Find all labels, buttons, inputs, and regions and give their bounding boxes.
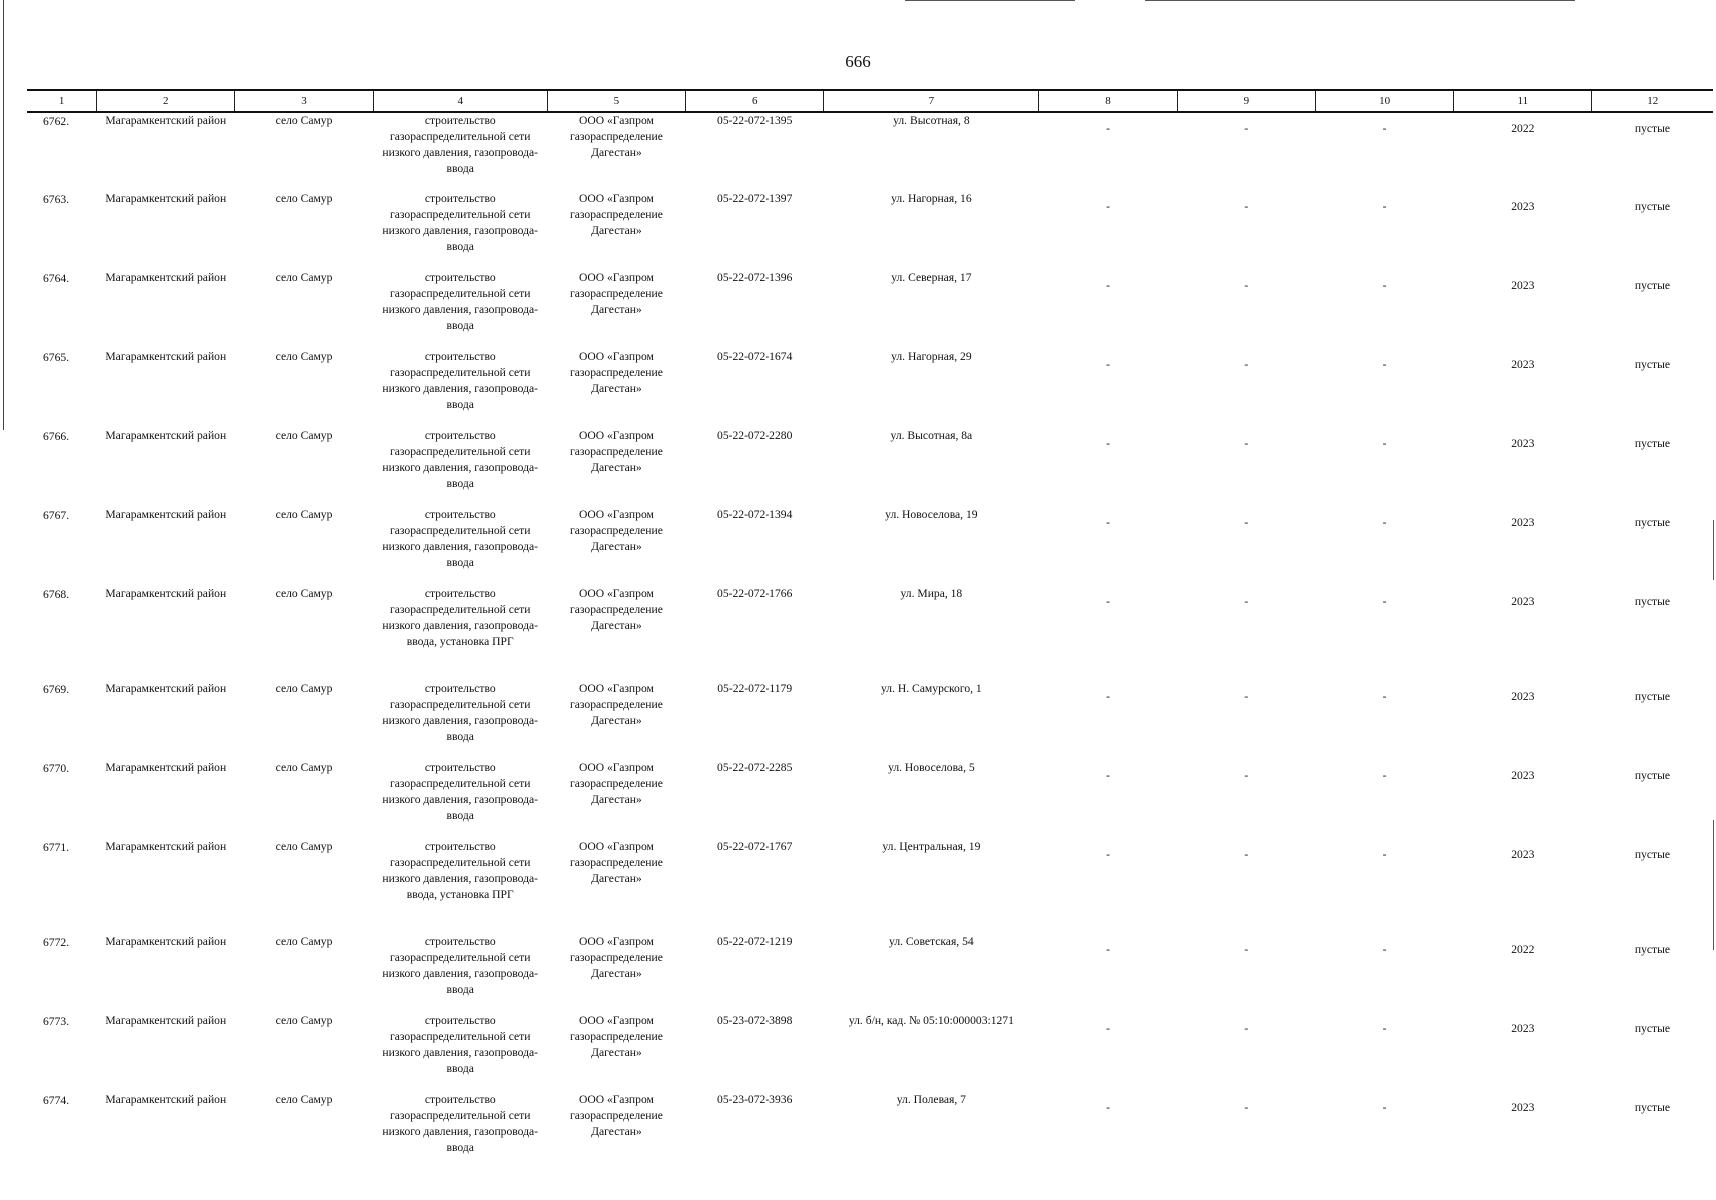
work-type-cell: строительство газораспределительной сети низкого давления, газопровода-ввода — [382, 1014, 539, 1075]
column-10-cell: - — [1382, 358, 1387, 371]
address-cell: ул. б/н, кад. № 05:10:000003:1271 — [848, 1014, 1014, 1027]
column-header-3: 3 — [235, 90, 373, 112]
table-row — [27, 428, 1713, 507]
district-cell: Магарамкентский район — [105, 587, 227, 600]
row-number: 6762. — [43, 115, 70, 128]
settlement-cell: село Самур — [275, 935, 333, 948]
status-cell: пустые — [1634, 200, 1671, 213]
status-cell: пустые — [1634, 769, 1671, 782]
status-cell: пустые — [1634, 848, 1671, 861]
settlement-cell: село Самур — [275, 350, 333, 363]
row-number: 6771. — [43, 841, 70, 854]
address-cell: ул. Новоселова, 5 — [888, 761, 975, 774]
code-cell: 05-22-072-1179 — [717, 682, 793, 695]
code-cell: 05-22-072-1219 — [717, 935, 793, 948]
organization-cell: ООО «Газпром газораспределение Дагестан» — [570, 682, 663, 727]
column-8-cell: - — [1106, 279, 1110, 292]
row-number: 6764. — [43, 272, 70, 285]
table-row — [27, 507, 1713, 586]
address-cell: ул. Высотная, 8а — [890, 429, 973, 442]
status-cell: пустые — [1634, 516, 1671, 529]
address-cell: ул. Центральная, 19 — [882, 840, 981, 853]
code-cell: 05-23-072-3936 — [717, 1093, 793, 1106]
district-cell: Магарамкентский район — [105, 1014, 227, 1027]
address-cell: ул. Нагорная, 29 — [891, 350, 972, 363]
year-cell: 2023 — [1511, 200, 1535, 213]
table-row — [27, 1013, 1713, 1092]
column-9-cell: - — [1244, 358, 1249, 371]
district-cell: Магарамкентский район — [105, 271, 227, 284]
column-header-12: 12 — [1592, 90, 1713, 112]
column-10-cell: - — [1382, 516, 1387, 529]
column-9-cell: - — [1244, 848, 1249, 861]
district-cell: Магарамкентский район — [105, 350, 227, 363]
column-10-cell: - — [1382, 1022, 1387, 1035]
district-cell: Магарамкентский район — [105, 429, 227, 442]
status-cell: пустые — [1634, 595, 1671, 608]
district-cell: Магарамкентский район — [105, 192, 227, 205]
work-type-cell: строительство газораспределительной сети низкого давления, газопровода-ввода — [382, 429, 539, 490]
row-number: 6769. — [43, 683, 70, 696]
column-9-cell: - — [1244, 437, 1249, 450]
year-cell: 2023 — [1511, 690, 1535, 703]
address-cell: ул. Новоселова, 19 — [885, 508, 978, 521]
column-10-cell: - — [1382, 690, 1387, 703]
status-cell: пустые — [1634, 358, 1671, 371]
organization-cell: ООО «Газпром газораспределение Дагестан» — [570, 271, 663, 316]
work-type-cell: строительство газораспределительной сети низкого давления, газопровода-ввода — [382, 350, 539, 411]
year-cell: 2023 — [1511, 437, 1535, 450]
district-cell: Магарамкентский район — [105, 682, 227, 695]
work-type-cell: строительство газораспределительной сети низкого давления, газопровода-ввода, установка ПРГ — [382, 587, 539, 648]
scan-right-mark — [1713, 820, 1714, 950]
row-number: 6765. — [43, 351, 70, 364]
header-row — [27, 90, 1713, 112]
district-cell: Магарамкентский район — [105, 840, 227, 853]
organization-cell: ООО «Газпром газораспределение Дагестан» — [570, 1093, 663, 1138]
code-cell: 05-22-072-1767 — [717, 840, 793, 853]
column-9-cell: - — [1244, 943, 1249, 956]
settlement-cell: село Самур — [275, 271, 333, 284]
page-number: 666 — [845, 52, 871, 71]
settlement-cell: село Самур — [275, 192, 333, 205]
column-8-cell: - — [1106, 516, 1110, 529]
column-10-cell: - — [1382, 437, 1387, 450]
organization-cell: ООО «Газпром газораспределение Дагестан» — [570, 192, 663, 237]
column-header-8: 8 — [1039, 90, 1177, 112]
code-cell: 05-22-072-1766 — [717, 587, 793, 600]
column-8-cell: - — [1106, 769, 1110, 782]
column-header-4: 4 — [373, 90, 547, 112]
work-type-cell: строительство газораспределительной сети низкого давления, газопровода-ввода — [382, 761, 539, 822]
column-9-cell: - — [1244, 690, 1249, 703]
year-cell: 2023 — [1511, 279, 1535, 292]
work-type-cell: строительство газораспределительной сети низкого давления, газопровода-ввода — [382, 114, 539, 175]
column-9-cell: - — [1244, 595, 1249, 608]
column-header-2: 2 — [97, 90, 235, 112]
settlement-cell: село Самур — [275, 840, 333, 853]
district-cell: Магарамкентский район — [105, 114, 227, 127]
table-row — [27, 1092, 1713, 1171]
work-type-cell: строительство газораспределительной сети низкого давления, газопровода-ввода — [382, 271, 539, 332]
code-cell: 05-22-072-1396 — [717, 271, 793, 284]
settlement-cell: село Самур — [275, 761, 333, 774]
column-10-cell: - — [1382, 848, 1387, 861]
column-10-cell: - — [1382, 279, 1387, 292]
work-type-cell: строительство газораспределительной сети низкого давления, газопровода-ввода — [382, 1093, 539, 1154]
table-row — [27, 681, 1713, 760]
address-cell: ул. Полевая, 7 — [896, 1093, 966, 1106]
organization-cell: ООО «Газпром газораспределение Дагестан» — [570, 935, 663, 980]
table-row — [27, 760, 1713, 839]
year-cell: 2023 — [1511, 1022, 1535, 1035]
work-type-cell: строительство газораспределительной сети низкого давления, газопровода-ввода, установка ПРГ — [382, 840, 539, 901]
year-cell: 2023 — [1511, 848, 1535, 861]
settlement-cell: село Самур — [275, 1093, 333, 1106]
status-cell: пустые — [1634, 1101, 1671, 1114]
scan-right-mark — [1713, 520, 1714, 580]
scan-top-line — [1145, 0, 1575, 1]
settlement-cell: село Самур — [275, 1014, 333, 1027]
column-header-10: 10 — [1315, 90, 1453, 112]
column-8-cell: - — [1106, 595, 1110, 608]
column-8-cell: - — [1106, 848, 1110, 861]
column-header-1: 1 — [27, 90, 97, 112]
row-number: 6772. — [43, 936, 70, 949]
year-cell: 2023 — [1511, 595, 1535, 608]
address-cell: ул. Советская, 54 — [889, 935, 974, 948]
status-cell: пустые — [1634, 690, 1671, 703]
address-cell: ул. Северная, 17 — [891, 271, 972, 284]
organization-cell: ООО «Газпром газораспределение Дагестан» — [570, 114, 663, 159]
code-cell: 05-22-072-1394 — [717, 508, 793, 521]
organization-cell: ООО «Газпром газораспределение Дагестан» — [570, 587, 663, 632]
year-cell: 2023 — [1511, 1101, 1535, 1114]
settlement-cell: село Самур — [275, 429, 333, 442]
column-10-cell: - — [1382, 943, 1387, 956]
column-10-cell: - — [1382, 122, 1387, 135]
district-cell: Магарамкентский район — [105, 935, 227, 948]
row-number: 6768. — [43, 588, 70, 601]
work-type-cell: строительство газораспределительной сети низкого давления, газопровода-ввода — [382, 508, 539, 569]
table-row — [27, 934, 1713, 1013]
column-8-cell: - — [1106, 358, 1110, 371]
column-9-cell: - — [1244, 769, 1249, 782]
column-9-cell: - — [1244, 122, 1249, 135]
district-cell: Магарамкентский район — [105, 508, 227, 521]
work-type-cell: строительство газораспределительной сети низкого давления, газопровода-ввода — [382, 935, 539, 996]
year-cell: 2023 — [1511, 358, 1535, 371]
organization-cell: ООО «Газпром газораспределение Дагестан» — [570, 508, 663, 553]
column-8-cell: - — [1106, 943, 1110, 956]
settlement-cell: село Самур — [275, 587, 333, 600]
status-cell: пустые — [1634, 279, 1671, 292]
address-cell: ул. Н. Самурского, 1 — [881, 682, 982, 695]
code-cell: 05-22-072-1395 — [717, 114, 793, 127]
status-cell: пустые — [1634, 1022, 1671, 1035]
organization-cell: ООО «Газпром газораспределение Дагестан» — [570, 840, 663, 885]
work-type-cell: строительство газораспределительной сети низкого давления, газопровода-ввода — [382, 682, 539, 743]
column-8-cell: - — [1106, 690, 1110, 703]
column-header-11: 11 — [1454, 90, 1592, 112]
address-cell: ул. Мира, 18 — [900, 587, 963, 600]
code-cell: 05-22-072-1397 — [717, 192, 793, 205]
column-header-9: 9 — [1177, 90, 1315, 112]
table-row — [27, 839, 1713, 934]
row-number: 6766. — [43, 430, 70, 443]
scan-top-line — [905, 0, 1075, 1]
table-row — [27, 270, 1713, 349]
row-number: 6767. — [43, 509, 70, 522]
column-8-cell: - — [1106, 1022, 1110, 1035]
column-10-cell: - — [1382, 200, 1387, 213]
column-header-5: 5 — [547, 90, 685, 112]
column-8-cell: - — [1106, 437, 1110, 450]
column-9-cell: - — [1244, 200, 1249, 213]
status-cell: пустые — [1634, 437, 1671, 450]
column-8-cell: - — [1106, 122, 1110, 135]
column-9-cell: - — [1244, 516, 1249, 529]
row-number: 6774. — [43, 1094, 70, 1107]
table-body — [27, 112, 1713, 1171]
organization-cell: ООО «Газпром газораспределение Дагестан» — [570, 350, 663, 395]
address-cell: ул. Высотная, 8 — [893, 114, 970, 127]
column-header-7: 7 — [824, 90, 1039, 112]
table-row — [27, 191, 1713, 270]
column-10-cell: - — [1382, 1101, 1387, 1114]
code-cell: 05-23-072-3898 — [717, 1014, 793, 1027]
year-cell: 2023 — [1511, 769, 1535, 782]
row-number: 6763. — [43, 193, 70, 206]
scan-edge-left — [3, 0, 4, 430]
organization-cell: ООО «Газпром газораспределение Дагестан» — [570, 761, 663, 806]
settlement-cell: село Самур — [275, 682, 333, 695]
register-table — [27, 89, 1713, 1171]
column-8-cell: - — [1106, 200, 1110, 213]
organization-cell: ООО «Газпром газораспределение Дагестан» — [570, 429, 663, 474]
column-10-cell: - — [1382, 595, 1387, 608]
settlement-cell: село Самур — [275, 508, 333, 521]
row-number: 6773. — [43, 1015, 70, 1028]
year-cell: 2022 — [1511, 943, 1535, 956]
work-type-cell: строительство газораспределительной сети низкого давления, газопровода-ввода — [382, 192, 539, 253]
column-8-cell: - — [1106, 1101, 1110, 1114]
column-9-cell: - — [1244, 279, 1249, 292]
code-cell: 05-22-072-1674 — [717, 350, 793, 363]
status-cell: пустые — [1634, 122, 1671, 135]
column-9-cell: - — [1244, 1022, 1249, 1035]
column-header-6: 6 — [686, 90, 824, 112]
code-cell: 05-22-072-2280 — [717, 429, 793, 442]
year-cell: 2023 — [1511, 516, 1535, 529]
row-number: 6770. — [43, 762, 70, 775]
column-9-cell: - — [1244, 1101, 1249, 1114]
table-row — [27, 586, 1713, 681]
district-cell: Магарамкентский район — [105, 761, 227, 774]
organization-cell: ООО «Газпром газораспределение Дагестан» — [570, 1014, 663, 1059]
status-cell: пустые — [1634, 943, 1671, 956]
settlement-cell: село Самур — [275, 114, 333, 127]
code-cell: 05-22-072-2285 — [717, 761, 793, 774]
column-10-cell: - — [1382, 769, 1387, 782]
address-cell: ул. Нагорная, 16 — [891, 192, 972, 205]
year-cell: 2022 — [1511, 122, 1535, 135]
district-cell: Магарамкентский район — [105, 1093, 227, 1106]
table-row — [27, 112, 1713, 191]
table-row — [27, 349, 1713, 428]
